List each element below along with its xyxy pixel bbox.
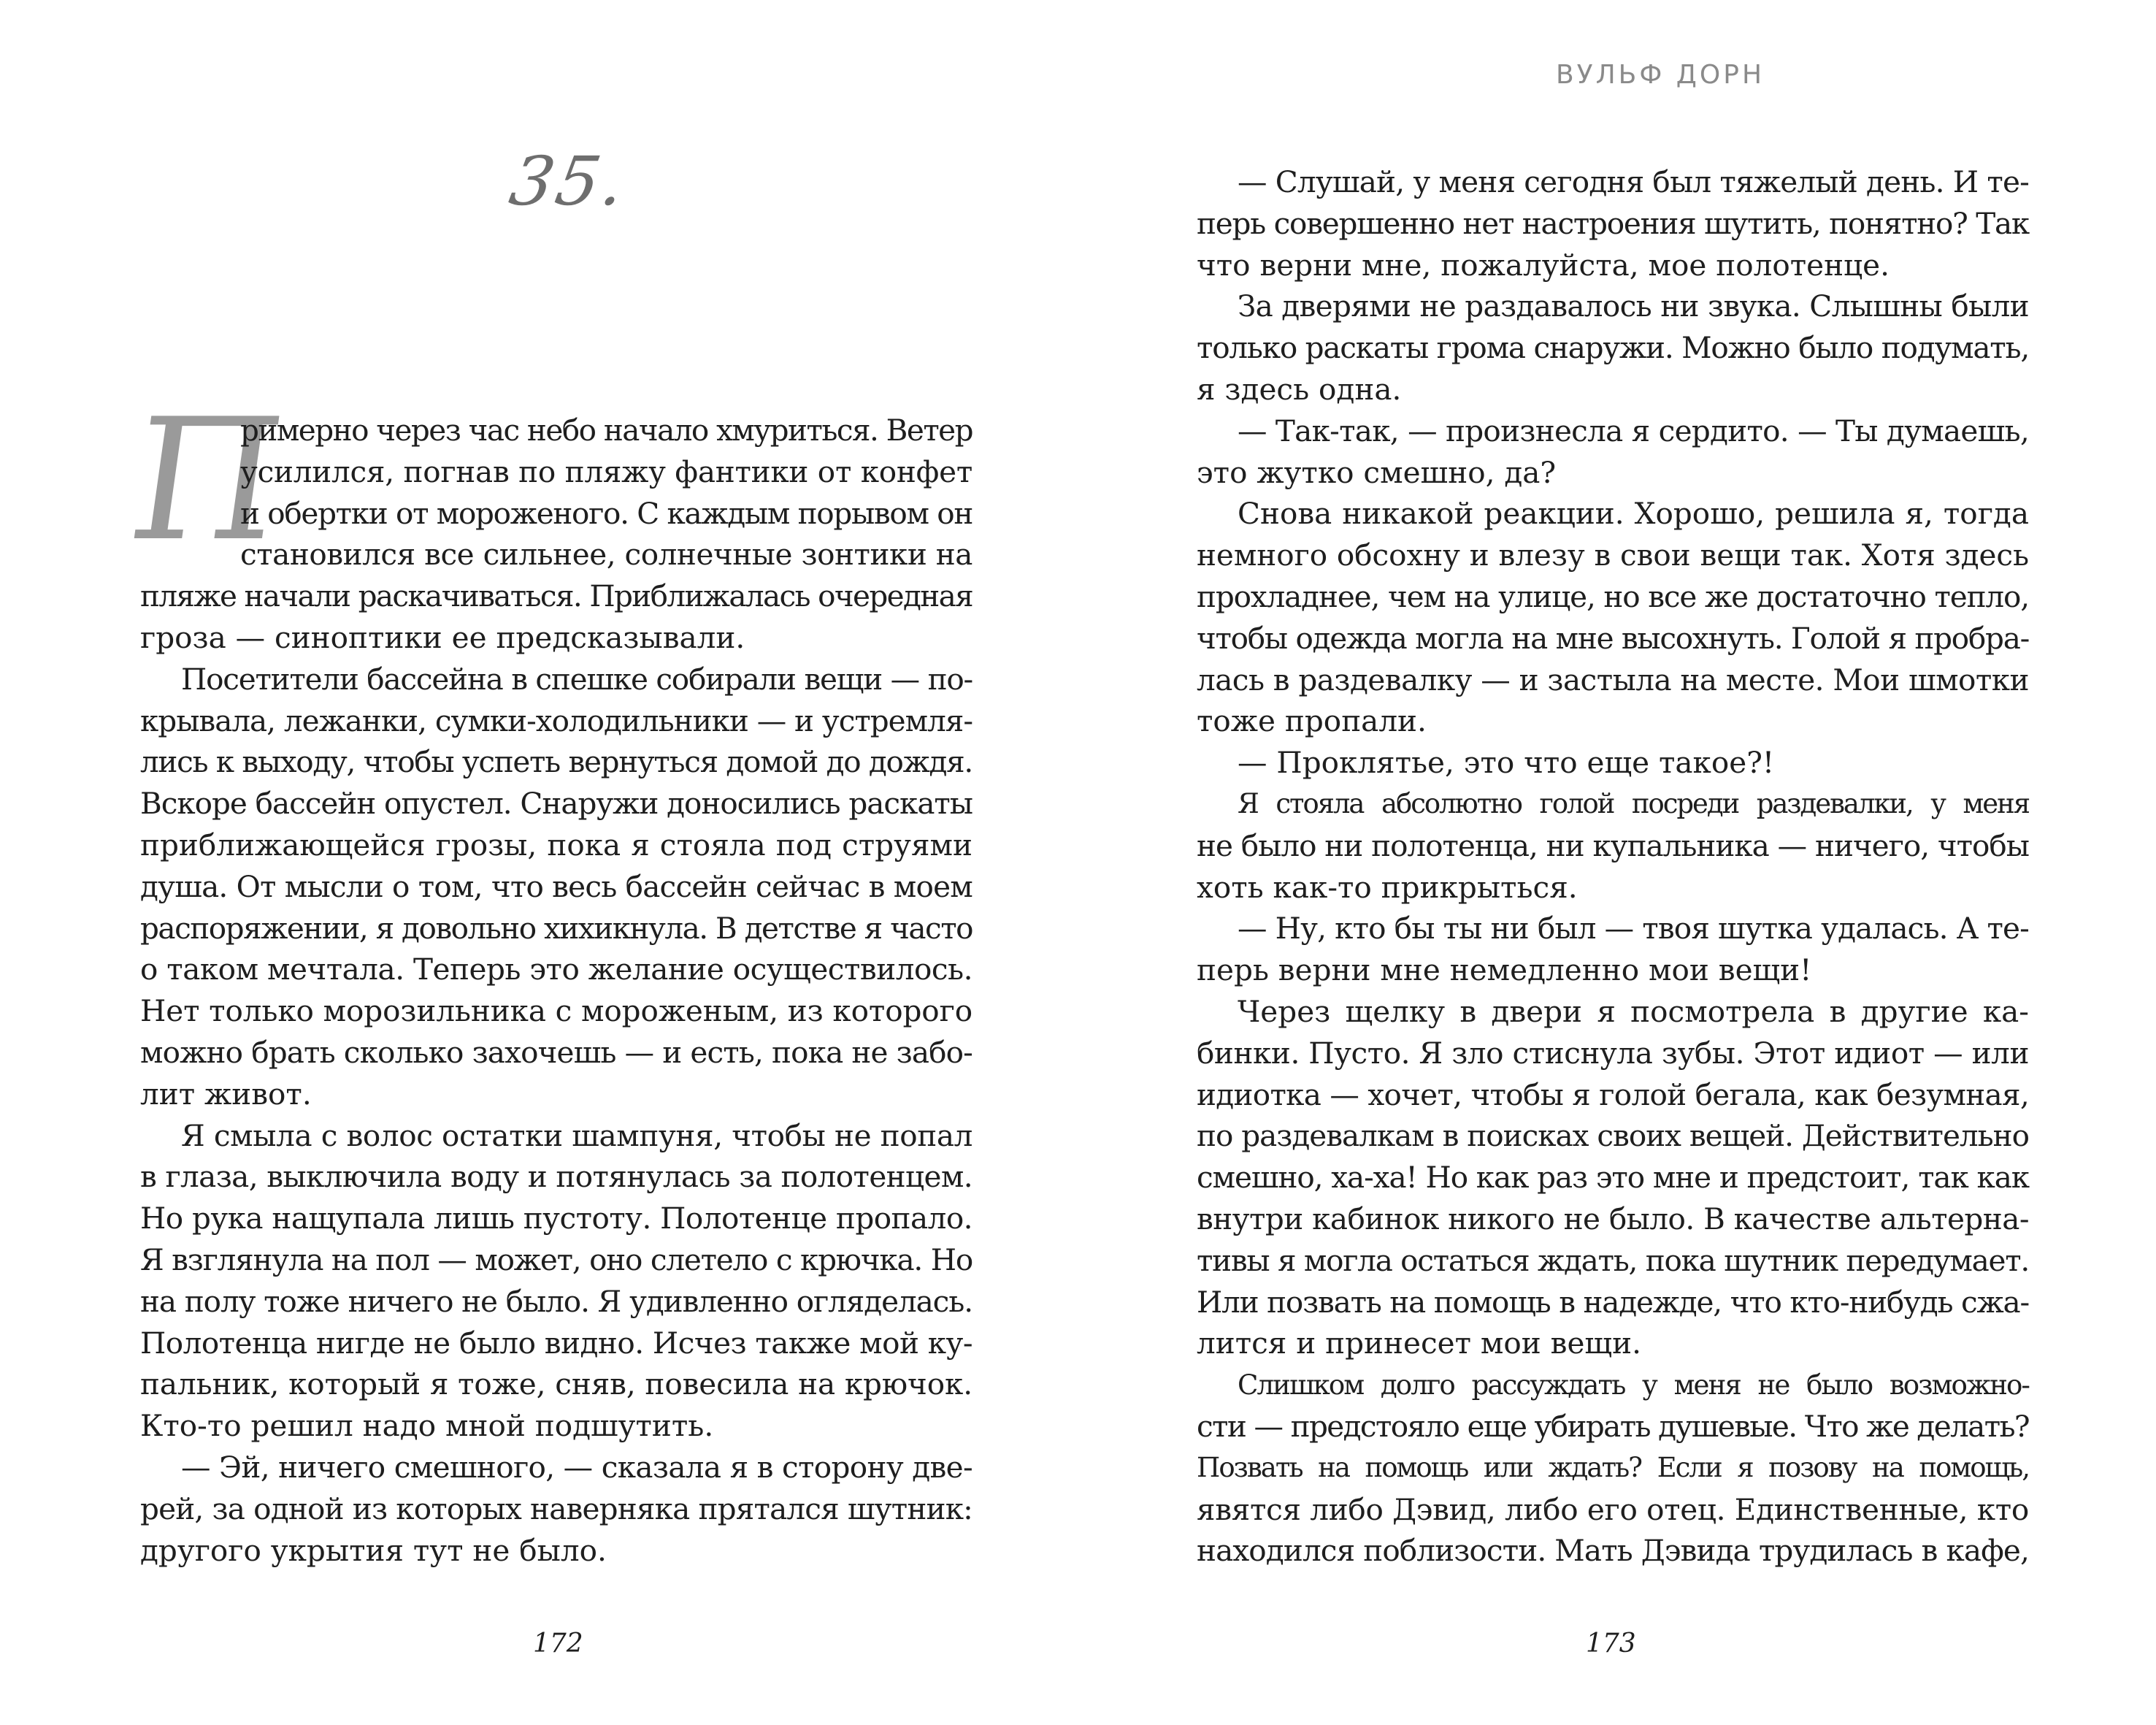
text-line: Нет только морозильника с мороженым, из которого [140,993,972,1029]
text-line: Я стояла абсолютно голой посреди раздевалки, у меня [1238,787,2029,819]
text-line: на полу тоже ничего не было. Я удивленно огляделась. [140,1283,972,1319]
text-line: приближающейся грозы, пока я стояла под струями [140,827,972,862]
right-page-body-text [1197,161,2029,1572]
text-line: сти — предстояло еще убирать душевые. Что же делать? [1197,1408,2029,1444]
text-line: чтобы одежда могла на мне высохнуть. Голой я пробра- [1197,620,2029,656]
text-line: о таком мечтала. Теперь это желание осуществилось. [140,952,972,987]
text-line: — Эй, ничего смешного, — сказала я в сторону две- [181,1449,972,1485]
text-line: другого укрытия тут не было. [140,1532,607,1568]
text-line: лит живот. [140,1076,312,1112]
text-line: пальник, который я тоже, сняв, повесила на крючок. [140,1366,972,1402]
text-line: идиотка — хочет, чтобы я голой бегала, как безумная, [1197,1076,2029,1112]
text-line: пляже начали раскачиваться. Приближалась очередная [140,578,972,614]
text-line: можно брать сколько захочешь — и есть, пока не забо- [140,1034,972,1070]
page-number-right: 173 [1586,1629,1636,1659]
text-line: Я смыла с волос остатки шампуня, чтобы не попал [181,1117,972,1153]
page-number-left: 172 [533,1629,583,1659]
text-line: хоть как-то прикрыться. [1197,869,1578,905]
text-line: усилился, погнав по пляжу фантики от конфет [240,454,972,489]
text-line: что верни мне, пожалуйста, мое полотенце. [1197,247,1890,283]
text-line: только раскаты грома снаружи. Можно было подумать, [1197,330,2029,366]
text-line: Через щелку в двери я посмотрела в другие ка- [1238,993,2029,1029]
text-line: Вскоре бассейн опустел. Снаружи доносились раскаты [140,786,972,822]
text-line: перь совершенно нет настроения шутить, понятно? Так [1197,205,2029,241]
text-line: — Проклятье, это что еще такое?! [1238,745,1775,781]
running-head-author: ВУЛЬФ ДОРН [1555,60,1765,90]
text-line: по раздевалкам в поисках своих вещей. Действительно [1197,1118,2029,1154]
text-line: смешно, ха-ха! Но как раз это мне и предстоит, так как [1197,1160,2029,1196]
text-line: лится и принесет мои вещи. [1197,1326,1641,1361]
text-line: лись к выходу, чтобы успеть вернуться домой до дождя. [140,744,972,780]
text-line: крывала, лежанки, сумки-холодильники — и устремля- [140,703,972,738]
text-line: гроза — синоптики ее предсказывали. [140,619,745,655]
text-line: немного обсохну и влезу в свои вещи так. Хотя здесь [1197,538,2029,573]
text-line: прохладнее, чем на улице, но все же достаточно тепло, [1197,578,2029,614]
text-line: тивы я могла остаться ждать, пока шутник передумает. [1197,1242,2029,1278]
text-line: явятся либо Дэвид, либо его отец. Единственные, кто [1197,1491,2029,1527]
drop-cap: П [119,383,294,578]
text-line: — Так-так, — произнесла я сердито. — Ты думаешь, [1238,413,2029,448]
text-line: рей, за одной из которых наверняка прятался шутник: [140,1491,972,1526]
text-line: перь верни мне немедленно мои вещи! [1197,952,1812,988]
right-page [1078,0,2156,1725]
text-line: находился поблизости. Мать Дэвида трудилась в кафе, [1197,1533,2029,1569]
text-line: не было ни полотенца, ни купальника — ничего, чтобы [1197,827,2029,863]
text-line: римерно через час небо начало хмуриться. Ветер [240,413,973,448]
text-line: Посетители бассейна в спешке собирали вещи — по- [181,661,972,697]
text-line: бинки. Пусто. Я зло стиснула зубы. Этот идиот — или [1197,1035,2029,1071]
text-line: Снова никакой реакции. Хорошо, решила я, тогда [1238,496,2029,532]
text-line: — Ну, кто бы ты ни был — твоя шутка удалась. А те- [1238,911,2029,946]
text-line: тоже пропали. [1197,703,1427,739]
text-line: Полотенца нигде не было видно. Исчез также мой ку- [140,1325,972,1361]
left-page-body-text [140,410,972,1571]
text-line: душа. От мысли о том, что весь бассейн сейчас в моем [140,868,972,904]
text-line: это жутко смешно, да? [1197,454,1557,490]
text-line: Но рука нащупала лишь пустоту. Полотенце пропало. [140,1201,972,1236]
text-line: и обертки от мороженого. С каждым порывом он [240,495,972,531]
chapter-number: 35. [504,142,634,221]
text-line: — Слушай, у меня сегодня был тяжелый день. И те- [1238,164,2029,199]
text-line: лась в раздевалку — и застыла на месте. Мои шмотки [1197,662,2029,697]
text-line: Я взглянула на пол — может, оно слетело с крючка. Но [140,1242,972,1277]
text-line: становился все сильнее, солнечные зонтики на [240,537,972,573]
text-line: внутри кабинок никого не было. В качестве альтерна- [1197,1201,2029,1236]
text-line: Или позвать на помощь в надежде, что кто-нибудь сжа- [1197,1284,2029,1320]
text-line: За дверями не раздавалось ни звука. Слышны были [1238,288,2029,324]
text-line: Позвать на помощь или ждать? Если я позову на помощь, [1197,1451,2029,1483]
text-line: я здесь одна. [1197,371,1402,407]
text-line: Слишком долго рассуждать у меня не было возможно- [1238,1369,2029,1401]
text-line: распоряжении, я довольно хихикнула. В детстве я часто [140,910,972,946]
text-line: Кто-то решил надо мной подшутить. [140,1408,714,1444]
text-line: в глаза, выключила воду и потянулась за полотенцем. [140,1159,972,1195]
